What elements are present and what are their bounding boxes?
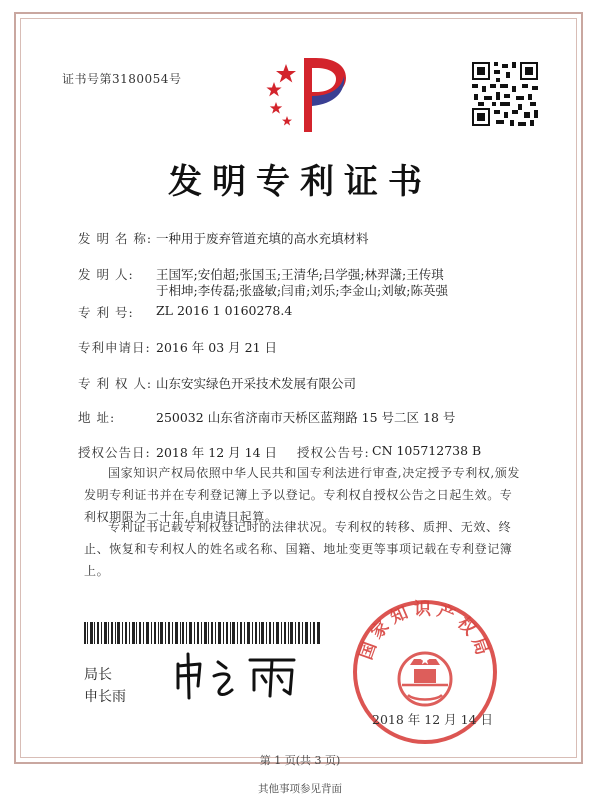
svg-text:国家知识产权局: 国家知识产权局 — [356, 599, 494, 663]
patentee-label: 专 利 权 人: — [78, 376, 153, 391]
invention-name-value: 一种用于废弃管道充填的高水充填材料 — [156, 231, 369, 246]
certificate-title: 发明专利证书 — [168, 162, 432, 202]
director-signature — [168, 650, 318, 700]
grant-date-value: 2018 年 12 月 14 日 — [156, 445, 277, 460]
page-number: 第 1 页(共 3 页) — [259, 754, 341, 767]
address-label: 地 址: — [78, 410, 116, 425]
address-value: 250032 山东省济南市天桥区蓝翔路 15 号二区 18 号 — [156, 410, 456, 425]
inventors-line-2: 于相坤;李传磊;张盛敏;闫甫;刘乐;李金山;刘敏;陈英强 — [156, 283, 448, 298]
certificate-number: 证书号第3180054号 — [62, 72, 182, 86]
legal-paragraph-2: 专利证书记载专利权登记时的法律状况。专利权的转移、质押、无效、终止、恢复和专利权人的姓名或名称、国籍、地址变更等事项记载在专利登记簿上。 — [84, 520, 513, 578]
seal-date: 2018 年 12 月 14 日 — [372, 712, 493, 727]
cnipa-logo — [260, 48, 360, 140]
patentee-value: 山东安实绿色开采技术发展有限公司 — [156, 376, 357, 391]
filing-date-value: 2016 年 03 月 21 日 — [156, 340, 277, 355]
barcode — [84, 622, 320, 644]
director-title: 局长 — [84, 667, 112, 683]
director-name: 申长雨 — [84, 689, 126, 705]
grant-number-label: 授权公告号: — [297, 445, 370, 460]
back-page-note: 其他事项参见背面 — [258, 783, 342, 795]
patent-number-label: 专 利 号: — [78, 305, 134, 320]
inventors-line-1: 王国军;安伯超;张国玉;王清华;吕学强;林羿潇;王传琪 — [156, 267, 444, 282]
filing-date-label: 专利申请日: — [78, 340, 151, 355]
invention-name-label: 发 明 名 称: — [78, 231, 153, 246]
grant-date-label: 授权公告日: — [78, 445, 151, 460]
patent-number-value: ZL 2016 1 0160278.4 — [156, 303, 293, 318]
grant-number-value: CN 105712738 B — [372, 443, 482, 458]
qr-code — [470, 60, 540, 128]
legal-paragraph-1: 国家知识产权局依照中华人民共和国专利法进行审查,决定授予专利权,颁发发明专利证书并在专利登记簿上予以登记。专利权自授权公告之日起生效。专利权期限为二十年,自申请日起算。 — [84, 466, 521, 524]
inventors-label: 发 明 人: — [78, 267, 134, 282]
